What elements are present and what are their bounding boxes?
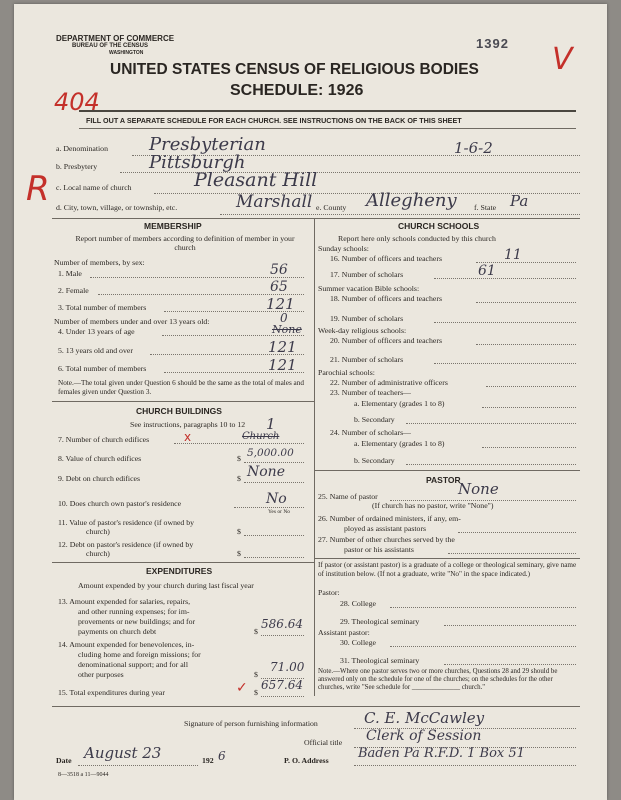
q28-label: 28. College: [340, 599, 376, 608]
city-value: Marshall: [236, 192, 313, 212]
q10-value: No: [266, 491, 287, 507]
red-number-mark: 404: [54, 88, 100, 116]
q10-label: 10. Does church own pastor's residence: [58, 499, 182, 508]
q1-value: 56: [270, 262, 288, 278]
members-by-sex-label: Number of members, by sex:: [54, 258, 145, 267]
weekday-schools-label: Week-day religious schools:: [318, 326, 407, 335]
q15-label: 15. Total expenditures during year: [58, 688, 165, 697]
q4-label: 4. Under 13 years of age: [58, 327, 135, 336]
q17-label: 17. Number of scholars: [330, 270, 404, 279]
membership-note: Note.—The total given under Question 6 should be the same as the total of males and females given under Question 3.: [58, 379, 304, 396]
q25-value: None: [458, 480, 499, 498]
date-value: August 23: [84, 744, 162, 762]
expenditures-intro: Amount expended by your church during last fiscal year: [78, 581, 254, 590]
q8-label: 8. Value of church edifices: [58, 454, 142, 463]
q13-label-4: payments on church debt: [78, 627, 157, 636]
q24a-label: a. Elementary (grades 1 to 8): [354, 439, 445, 448]
print-code: 8—3518 a 11—9044: [58, 772, 109, 778]
q27-label-2: pastor or his assistants: [344, 545, 414, 554]
check-mark: V: [552, 42, 573, 77]
q4-value-zero: 0: [280, 311, 288, 325]
official-title-label: Official title: [304, 738, 343, 747]
signature-value: C. E. McCawley: [364, 709, 485, 727]
q21-label: 21. Number of scholars: [330, 355, 404, 364]
q11-label: 11. Value of pastor's residence (if owned by: [58, 518, 195, 527]
buildings-see: See instructions, paragraphs 10 to 12: [130, 420, 246, 429]
q14-label: 14. Amount expended for benevolences, in-: [58, 640, 195, 649]
q18-label: 18. Number of officers and teachers: [330, 294, 443, 303]
schools-heading: CHURCH SCHOOLS: [398, 221, 480, 231]
pastor-heading: PASTOR: [426, 475, 461, 485]
q24b-label: b. Secondary: [354, 456, 395, 465]
q31-label: 31. Theological seminary: [340, 656, 420, 665]
red-r-mark: R: [26, 169, 50, 209]
instruction-line: FILL OUT A SEPARATE SCHEDULE FOR EACH CHURCH. SEE INSTRUCTIONS ON THE BACK OF THIS SHEET: [86, 116, 462, 125]
schools-intro: Report here only schools conducted by this church: [338, 234, 496, 243]
membership-intro: Report number of members according to definition of member in your church: [75, 234, 295, 252]
q30-label: 30. College: [340, 638, 376, 647]
pastor-note: Note.—Where one pastor serves two or more churches, Questions 28 and 29 should be answered only on the schedule for one of the churches; on the schedules for the other churches, write "See schedule for ______________ church.": [318, 668, 558, 691]
q5-label: 5. 13 years old and over: [58, 346, 133, 355]
q7-label: 7. Number of church edifices: [58, 435, 150, 444]
q7-value: 1: [266, 415, 276, 433]
expenditures-heading: EXPENDITURES: [146, 566, 213, 576]
q24-label: 24. Number of scholars—: [330, 428, 411, 437]
q6-value: 121: [268, 356, 297, 374]
q19-label: 19. Number of scholars: [330, 314, 404, 323]
denomination-code: 1-6-2: [454, 139, 493, 157]
q5-value: 121: [268, 338, 297, 356]
q13-label-2: and other running expenses; for im-: [78, 607, 190, 616]
under13-label: Number of members under and over 13 years old:: [54, 317, 210, 326]
q23-label: 23. Number of teachers—: [330, 388, 411, 397]
q12-label-2: church): [86, 549, 110, 558]
local-name-label: c. Local name of church: [56, 183, 132, 192]
q13-label: 13. Amount expended for salaries, repairs,: [58, 597, 191, 606]
bureau-name: BUREAU OF THE CENSUS: [72, 43, 149, 49]
county-value: Allegheny: [366, 190, 457, 211]
presbytery-value: Pittsburgh: [149, 152, 246, 173]
q9-label: 9. Debt on church edifices: [58, 474, 141, 483]
q6-label: 6. Total number of members: [58, 364, 147, 373]
q7-value-strike: Church: [242, 431, 280, 442]
presbytery-label: b. Presbytery: [56, 162, 98, 171]
q15-value: 657.64: [261, 678, 303, 692]
q12-label: 12. Debt on pastor's residence (if owned by: [58, 540, 194, 549]
local-name-value: Pleasant Hill: [194, 169, 318, 191]
membership-heading: MEMBERSHIP: [144, 221, 202, 231]
q11-label-2: church): [86, 527, 110, 536]
q25-note: (If church has no pastor, write "None"): [372, 501, 494, 510]
pastor-sub-label: Pastor:: [318, 588, 340, 597]
q29-label: 29. Theological seminary: [340, 617, 420, 626]
q27-label: 27. Number of other churches served by the: [318, 535, 455, 544]
county-label: e. County: [316, 203, 347, 212]
q3-label: 3. Total number of members: [58, 303, 147, 312]
q17-value: 61: [478, 263, 496, 279]
city-name: WASHINGTON: [109, 50, 144, 56]
q16-label: 16. Number of officers and teachers: [330, 254, 443, 263]
q16-value: 11: [504, 247, 522, 263]
form-subtitle: SCHEDULE: 1926: [230, 82, 364, 99]
po-address-label: P. O. Address: [284, 756, 329, 765]
yes-or-no-hint: Yes or No: [268, 509, 291, 515]
po-address-value: Baden Pa R.F.D. 1 Box 51: [358, 746, 525, 761]
summer-schools-label: Summer vacation Bible schools:: [318, 284, 420, 293]
q1-label: 1. Male: [58, 269, 82, 278]
q9-value: None: [247, 464, 285, 480]
year-prefix: 192: [202, 756, 214, 765]
date-label: Date: [56, 756, 72, 765]
parochial-schools-label: Parochial schools:: [318, 368, 375, 377]
q14-label-3: denominational support; and for all: [78, 660, 188, 669]
assistant-pastor-label: Assistant pastor:: [318, 628, 370, 637]
q2-value: 65: [270, 279, 288, 295]
signature-label: Signature of person furnishing information: [184, 719, 318, 728]
q23b-label: b. Secondary: [354, 415, 395, 424]
q8-value: 5,000.00: [247, 447, 294, 459]
city-label: d. City, town, village, or township, etc.: [56, 203, 178, 212]
buildings-heading: CHURCH BUILDINGS: [136, 406, 222, 416]
q13-label-3: provements or new buildings; and for: [78, 617, 196, 626]
denomination-label: a. Denomination: [56, 144, 108, 153]
census-schedule-sheet: DEPARTMENT OF COMMERCE BUREAU OF THE CENSUS WASHINGTON 1392 V UNITED STATES CENSUS OF RELIGIOUS BODIES SCHEDULE: 1926 404 FILL OUT A SEPARATE SCHEDULE FOR EACH CHURCH. SEE INSTRUCTIONS ON THE BACK OF THIS SHEET a. Denomination Presbyterian 1-6-2 b. Presbytery Pittsburgh c. Local name of church Pleasant Hill R d. City, town, village, or township, etc. Marshall e. County Allegheny f. State Pa MEMBERSHIP Report number of members according to definition of member in your church Number of members, by sex: 1. Male 56 2. Female 65 3. Total number of members 121 Number of members under and over 13 years old: 4. Under 13 years of age 0 None 5. 13 years old and over 121 6. Total number of members 121 Note.—The total given under Question 6 should be the same as the total of males and females given under Question 3. CHURCH BUILDINGS See instructions, paragraphs 10 to 12 7. Number of church edifices x 1 Church 8. Value of church edifices $ 5,000.00 9. Debt on church edifices $ None 10. Does church own pastor's residence No Yes or No 11. Value of pastor's residence (if owned by church) $ 12. Debt on pastor's residence (if owned by church) $ EXPENDITURES Amount expended by your church during last fiscal year 13. Amount expended for salaries, repairs, and other running expenses; for im- provements or new buildings; and for payments on church debt $ 586.64 14. Amount expended for benevolences, in- cluding home and foreign missions; for denominational support; and for all other purposes $ 71.00 15. Total expenditures during year $ ✓ 657.64 CHURCH SCHOOLS Report here only schools conducted by this church Sunday schools: 16. Number of officers and teachers 11 17. Number of scholars 61 Summer vacation Bible schools: 18. Number of officers and teachers 19. Number of scholars Week-day religious schools: 20. Number of officers and teachers 21. Number of scholars Parochial schools: 22. Number of administrative officers 23. Number of teachers— a. Elementary (grades 1 to 8) b. Secondary 24. Number of scholars— a. Elementary (grades 1 to 8) b. Secondary PASTOR 25. Name of pastor None (If church has no pastor, write "None") 26. Number of ordained ministers, if any, em- ployed as assistant pastors 27. Number of other churches served by the pastor or his assistants If pastor (or assistant pastor) is a graduate of a college or theological seminary, give name of institution below. (If not a graduate, write "No" in the space indicated.) Pastor: 28. College 29. Theological seminary Assistant pastor: 30. College 31. Theological seminary Note.—Where one pastor serves two or more churches, Questions 28 and 29 should be answered only on the schedule for one of the churches; on the schedules for the other churches, write "See schedule for ______________ church." Signature of person furnishing information C. E. McCawley Official title Clerk of Session Date August 23 192 6 P. O. Address Baden Pa R.F.D. 1 Box 51 8—3518 a 11—9044: [14, 4, 607, 800]
q13-value: 586.64: [261, 617, 303, 631]
denomination-value: Presbyterian: [149, 134, 266, 155]
q4-value-none: None: [272, 323, 302, 336]
q14-label-4: other purposes: [78, 670, 124, 679]
q25-label: 25. Name of pastor: [318, 492, 378, 501]
official-title-value: Clerk of Session: [366, 728, 482, 744]
q2-label: 2. Female: [58, 286, 89, 295]
state-label: f. State: [474, 203, 497, 212]
q3-value: 121: [266, 295, 295, 313]
q20-label: 20. Number of officers and teachers: [330, 336, 443, 345]
q14-label-2: cluding home and foreign missions; for: [78, 650, 201, 659]
form-number: 1392: [476, 36, 509, 51]
state-value: Pa: [510, 192, 529, 210]
q26-label: 26. Number of ordained ministers, if any, em-: [318, 514, 461, 523]
q26-label-2: ployed as assistant pastors: [344, 524, 427, 533]
form-title: UNITED STATES CENSUS OF RELIGIOUS BODIES: [110, 61, 479, 78]
q14-value: 71.00: [270, 660, 305, 674]
dept-name: DEPARTMENT OF COMMERCE: [56, 34, 175, 43]
year-value: 6: [218, 749, 226, 763]
sunday-schools-label: Sunday schools:: [318, 244, 369, 253]
q22-label: 22. Number of administrative officers: [330, 378, 448, 387]
graduate-instruction: If pastor (or assistant pastor) is a graduate of a college or theological seminary, give name of institution below. (If not a graduate, write "No" in the space indicated.): [318, 561, 577, 578]
q23a-label: a. Elementary (grades 1 to 8): [354, 399, 445, 408]
